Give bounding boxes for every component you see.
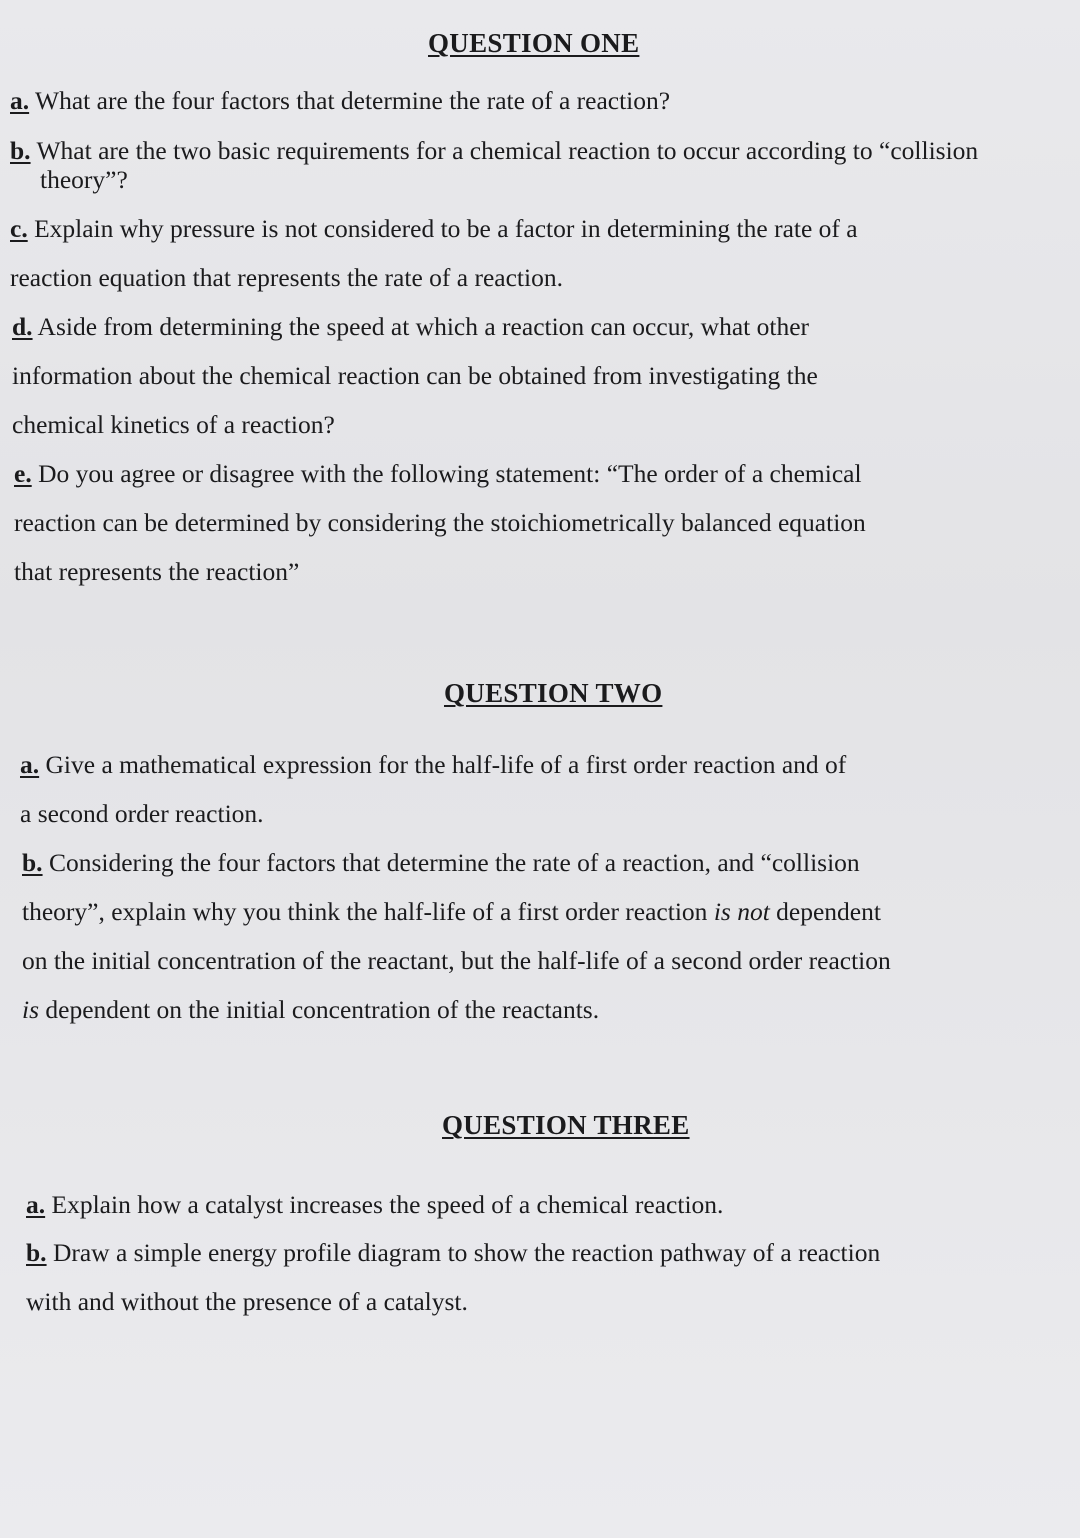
- question-3a: [26, 1180, 723, 1229]
- question-text: What are the two basic requirements for a chemical reaction to occur according to “collision: [36, 136, 979, 165]
- question-text: Aside from determining the speed at which a reaction can occur, what other: [37, 312, 810, 341]
- question-text: Considering the four factors that determine the rate of a reaction, and “collision: [48, 848, 860, 877]
- question-text: Explain how a catalyst increases the speed of a chemical reaction.: [51, 1190, 724, 1219]
- question-1b: [10, 126, 978, 204]
- question-text: Draw a simple energy profile diagram to show the reaction pathway of a reaction: [52, 1238, 881, 1267]
- question-text: Give a mathematical expression for the half-life of a first order reaction and of: [45, 750, 847, 779]
- question-text: Do you agree or disagree with the following statement: “The order of a chemical: [38, 459, 862, 488]
- question-text: a second order reaction.: [20, 799, 264, 828]
- question-text: dependent on the initial concentration of the reactants.: [39, 995, 600, 1024]
- question-text: on the initial concentration of the reactant, but the half-life of a second order reaction: [22, 946, 891, 975]
- section-heading-question-one: QUESTION ONE: [428, 28, 640, 58]
- question-label: a.: [20, 750, 40, 779]
- emphasis-is-not: is not: [713, 897, 770, 926]
- question-2a: [20, 740, 846, 838]
- question-text: reaction can be determined by considering the stoichiometrically balanced equation: [14, 508, 866, 537]
- section-heading-question-three: QUESTION THREE: [442, 1110, 690, 1140]
- question-text: chemical kinetics of a reaction?: [12, 410, 335, 439]
- question-2b: [22, 838, 891, 1034]
- question-1e: [14, 449, 866, 596]
- question-text: dependent: [769, 897, 881, 926]
- question-text: What are the four factors that determine the rate of a reaction?: [35, 86, 671, 115]
- question-text: Explain why pressure is not considered to be a factor in determining the rate of a: [34, 214, 858, 243]
- section-heading-question-two: QUESTION TWO: [444, 678, 663, 708]
- question-text: that represents the reaction”: [14, 557, 300, 586]
- question-text: with and without the presence of a catalyst.: [26, 1287, 468, 1316]
- question-text: reaction equation that represents the rate of a reaction.: [10, 263, 563, 292]
- question-text: information about the chemical reaction can be obtained from investigating the: [12, 361, 818, 390]
- question-3b: [26, 1228, 880, 1326]
- question-label: d.: [12, 312, 33, 341]
- question-label: b.: [26, 1238, 47, 1267]
- question-1d: [12, 302, 818, 449]
- question-label: b.: [22, 848, 43, 877]
- question-text: theory”, explain why you think the half-life of a first order reaction: [22, 897, 714, 926]
- question-1a: [10, 76, 670, 125]
- question-label: c.: [10, 214, 28, 243]
- question-1c: [10, 204, 858, 302]
- question-label: e.: [14, 459, 32, 488]
- question-text: theory”?: [40, 165, 128, 194]
- question-label: b.: [10, 136, 31, 165]
- question-label: a.: [10, 86, 30, 115]
- emphasis-is: is: [22, 995, 40, 1024]
- question-label: a.: [26, 1190, 46, 1219]
